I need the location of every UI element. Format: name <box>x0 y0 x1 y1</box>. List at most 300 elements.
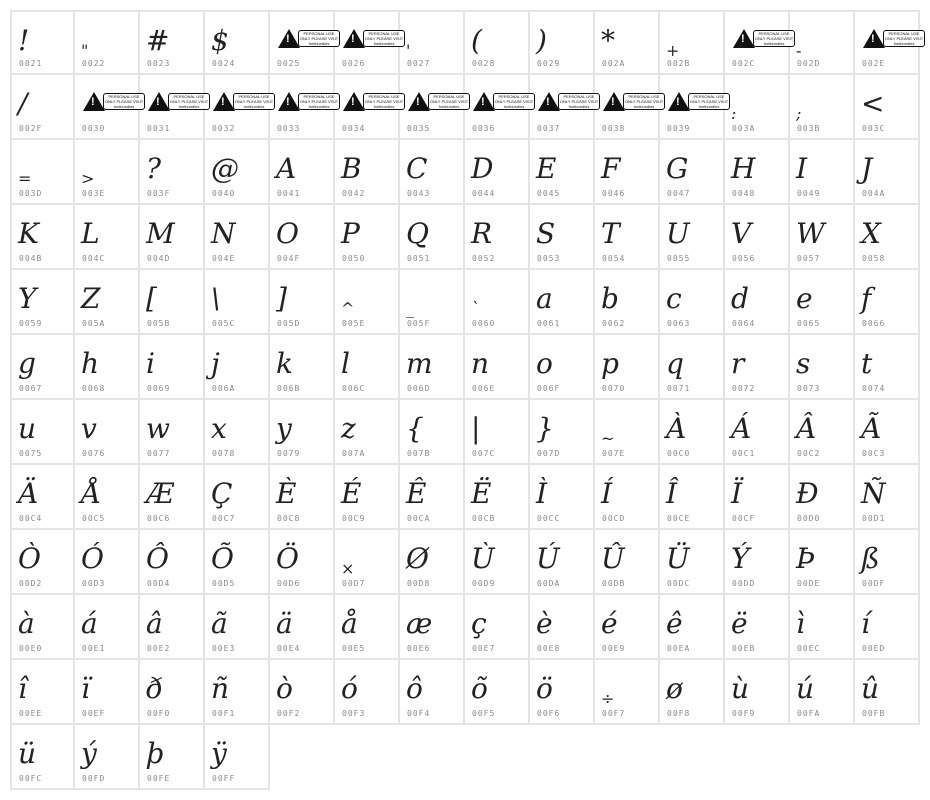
glyph: ý <box>81 737 97 770</box>
glyph: D <box>471 152 494 185</box>
glyph: Ñ <box>861 477 886 510</box>
badge-text: PERSONAL USE ONLY PLEASE VISIT fontbundles <box>364 93 404 109</box>
codepoint-label: 00ED <box>862 644 886 653</box>
glyph-cell-004f <box>270 205 335 270</box>
warning-triangle-icon <box>343 92 365 111</box>
codepoint-label: 00E4 <box>277 644 301 653</box>
codepoint-label: 0037 <box>537 124 561 133</box>
glyph-cell-00c0 <box>660 400 725 465</box>
glyph-cell-00f1 <box>205 660 270 725</box>
glyph-cell-0056 <box>725 205 790 270</box>
glyph: ß <box>861 542 880 575</box>
glyph: k <box>276 347 293 380</box>
glyph: S <box>536 217 556 250</box>
codepoint-label: 003B <box>797 124 821 133</box>
glyph-cell-002a <box>595 10 660 75</box>
codepoint-label: 00C6 <box>147 514 171 523</box>
glyph: ú <box>796 672 815 705</box>
glyph: / <box>18 87 28 120</box>
codepoint-label: 0046 <box>602 189 626 198</box>
glyph: ; <box>796 104 802 123</box>
glyph-cell-004e <box>205 205 270 270</box>
badge-text: PERSONAL USE ONLY PLEASE VISIT fontbundles <box>559 93 599 109</box>
codepoint-label: 0052 <box>472 254 496 263</box>
glyph: A <box>276 152 297 185</box>
glyph: ( <box>471 24 482 57</box>
codepoint-label: 00EB <box>732 644 756 653</box>
codepoint-label: 0039 <box>667 124 691 133</box>
codepoint-label: 0072 <box>732 384 756 393</box>
glyph-cell-002d <box>790 10 855 75</box>
glyph-cell-0054 <box>595 205 660 270</box>
glyph: o <box>536 347 553 380</box>
glyph-cell-00f2 <box>270 660 335 725</box>
glyph: N <box>211 217 236 250</box>
codepoint-label: 003D <box>19 189 43 198</box>
glyph-cell-005a <box>75 270 140 335</box>
glyph: b <box>601 282 619 315</box>
warning-triangle-icon <box>278 92 300 111</box>
glyph-cell-0053 <box>530 205 595 270</box>
glyph: å <box>341 607 358 640</box>
glyph-cell-0023 <box>140 10 205 75</box>
glyph: E <box>536 152 557 185</box>
glyph-cell-003b <box>790 75 855 140</box>
glyph: à <box>18 607 35 640</box>
glyph-cell-0057 <box>790 205 855 270</box>
glyph-cell-0074 <box>855 335 920 400</box>
glyph: Ð <box>796 477 819 510</box>
codepoint-label: 00FF <box>212 774 236 783</box>
warning-badge-icon <box>278 28 340 48</box>
glyph-cell-0040 <box>205 140 270 205</box>
glyph-cell-00ec <box>790 595 855 660</box>
codepoint-label: 006C <box>342 384 366 393</box>
glyph-cell-00d2 <box>10 530 75 595</box>
codepoint-label: 00DE <box>797 579 821 588</box>
glyph: } <box>536 412 554 445</box>
glyph: ñ <box>211 672 230 705</box>
warning-triangle-icon <box>408 92 430 111</box>
glyph-cell-003f <box>140 140 205 205</box>
glyph: J <box>861 152 873 185</box>
codepoint-label: 00FE <box>147 774 171 783</box>
glyph-cell-0028 <box>465 10 530 75</box>
codepoint-label: 00CC <box>537 514 561 523</box>
glyph-cell-00fe <box>140 725 205 790</box>
glyph-cell-00d9 <box>465 530 530 595</box>
glyph: ò <box>276 672 293 705</box>
codepoint-label: 00CD <box>602 514 626 523</box>
codepoint-label: 00EC <box>797 644 821 653</box>
badge-text: PERSONAL USE ONLY PLEASE VISIT fontbundles <box>429 93 469 109</box>
codepoint-label: 00DD <box>732 579 756 588</box>
codepoint-label: 0026 <box>342 59 366 68</box>
glyph: Ô <box>146 542 169 575</box>
glyph: B <box>341 152 362 185</box>
glyph: Õ <box>211 542 234 575</box>
warning-badge-icon <box>538 91 600 111</box>
codepoint-label: 00E7 <box>472 644 496 653</box>
codepoint-label: 00F7 <box>602 709 626 718</box>
glyph-cell-0022 <box>75 10 140 75</box>
glyph-cell-00da <box>530 530 595 595</box>
glyph-cell-00c4 <box>10 465 75 530</box>
badge-text: PERSONAL USE ONLY PLEASE VISIT fontbundles <box>494 93 534 109</box>
glyph-cell-00d4 <box>140 530 205 595</box>
glyph-cell-0041 <box>270 140 335 205</box>
codepoint-label: 00D5 <box>212 579 236 588</box>
codepoint-label: 0057 <box>797 254 821 263</box>
glyph-cell-0032 <box>205 75 274 140</box>
glyph-cell-00fd <box>75 725 140 790</box>
glyph: > <box>81 169 95 188</box>
glyph: Ú <box>536 542 560 575</box>
codepoint-label: 0077 <box>147 449 171 458</box>
glyph: G <box>666 152 689 185</box>
glyph: w <box>146 412 170 445</box>
warning-triangle-icon <box>863 29 885 48</box>
warning-badge-icon <box>343 91 405 111</box>
glyph: Ë <box>471 477 492 510</box>
codepoint-label: 0074 <box>862 384 886 393</box>
glyph: Ø <box>406 542 429 575</box>
codepoint-label: 002F <box>19 124 43 133</box>
warning-triangle-icon <box>668 92 690 111</box>
codepoint-label: 00F9 <box>732 709 756 718</box>
glyph: ÷ <box>601 689 615 708</box>
glyph: Ä <box>18 477 39 510</box>
codepoint-label: 00C8 <box>277 514 301 523</box>
glyph: ô <box>406 672 423 705</box>
glyph-cell-00cb <box>465 465 530 530</box>
glyph: m <box>406 347 433 380</box>
glyph: ~ <box>601 429 615 448</box>
codepoint-label: 00D7 <box>342 579 366 588</box>
codepoint-label: 00CE <box>667 514 691 523</box>
glyph: i <box>146 347 155 380</box>
glyph: e <box>796 282 813 315</box>
codepoint-label: 00D1 <box>862 514 886 523</box>
glyph-cell-00fa <box>790 660 855 725</box>
glyph: C <box>406 152 428 185</box>
glyph: ì <box>796 607 805 640</box>
codepoint-label: 004E <box>212 254 236 263</box>
glyph-cell-00c6 <box>140 465 205 530</box>
codepoint-label: 006F <box>537 384 561 393</box>
codepoint-label: 00C7 <box>212 514 236 523</box>
glyph: + <box>666 41 680 60</box>
glyph: t <box>861 347 873 380</box>
glyph-cell-00e3 <box>205 595 270 660</box>
glyph: Û <box>601 542 625 575</box>
codepoint-label: 00C4 <box>19 514 43 523</box>
glyph-cell-0037 <box>530 75 599 140</box>
glyph-cell-007a <box>335 400 400 465</box>
codepoint-label: 00DA <box>537 579 561 588</box>
glyph-cell-00d5 <box>205 530 270 595</box>
glyph: c <box>666 282 682 315</box>
codepoint-label: 00E0 <box>19 644 43 653</box>
glyph-cell-00f5 <box>465 660 530 725</box>
codepoint-label: 00FB <box>862 709 886 718</box>
codepoint-label: 004C <box>82 254 106 263</box>
glyph-cell-0079 <box>270 400 335 465</box>
glyph: x <box>211 412 227 445</box>
glyph: * <box>601 24 615 57</box>
glyph-cell-00ca <box>400 465 465 530</box>
codepoint-label: 007E <box>602 449 626 458</box>
glyph: ' <box>406 41 411 60</box>
codepoint-label: 00D0 <box>797 514 821 523</box>
glyph-cell-0061 <box>530 270 595 335</box>
glyph-cell-0055 <box>660 205 725 270</box>
glyph-cell-007c <box>465 400 530 465</box>
codepoint-label: 00E2 <box>147 644 171 653</box>
glyph: _ <box>406 299 414 318</box>
codepoint-label: 005F <box>407 319 431 328</box>
glyph-cell-003d <box>10 140 75 205</box>
glyph: l <box>341 347 350 380</box>
glyph: p <box>601 347 619 380</box>
glyph-cell-0069 <box>140 335 205 400</box>
glyph-cell-00cf <box>725 465 790 530</box>
glyph-cell-00ea <box>660 595 725 660</box>
codepoint-label: 00D8 <box>407 579 431 588</box>
glyph: \ <box>211 282 221 315</box>
glyph: r <box>731 347 745 380</box>
glyph: ? <box>146 152 162 185</box>
warning-badge-icon <box>863 28 925 48</box>
codepoint-label: 00DF <box>862 579 886 588</box>
glyph-cell-0077 <box>140 400 205 465</box>
glyph-cell-0044 <box>465 140 530 205</box>
codepoint-label: 003C <box>862 124 886 133</box>
codepoint-label: 003A <box>732 124 756 133</box>
codepoint-label: 0040 <box>212 189 236 198</box>
glyph: Á <box>731 412 752 445</box>
codepoint-label: 002C <box>732 59 756 68</box>
glyph-cell-002b <box>660 10 725 75</box>
badge-text: PERSONAL USE ONLY PLEASE VISIT fontbundles <box>169 93 209 109</box>
badge-text: PERSONAL USE ONLY PLEASE VISIT fontbundles <box>234 93 274 109</box>
glyph: Þ <box>796 542 815 575</box>
codepoint-label: 0067 <box>19 384 43 393</box>
glyph-cell-00dc <box>660 530 725 595</box>
glyph: d <box>731 282 749 315</box>
warning-triangle-icon <box>343 29 365 48</box>
glyph-cell-00d1 <box>855 465 920 530</box>
warning-triangle-icon <box>603 92 625 111</box>
glyph-cell-0068 <box>75 335 140 400</box>
glyph-cell-006f <box>530 335 595 400</box>
glyph: Ç <box>211 477 233 510</box>
glyph-cell-002e <box>855 10 924 75</box>
codepoint-label: 006E <box>472 384 496 393</box>
glyph: è <box>536 607 553 640</box>
glyph-cell-0034 <box>335 75 404 140</box>
glyph: s <box>796 347 811 380</box>
glyph: K <box>18 217 39 250</box>
glyph-cell-004d <box>140 205 205 270</box>
codepoint-label: 002A <box>602 59 626 68</box>
codepoint-label: 00F6 <box>537 709 561 718</box>
glyph: L <box>81 217 100 250</box>
glyph: { <box>406 412 424 445</box>
glyph: á <box>81 607 98 640</box>
glyph-cell-0024 <box>205 10 270 75</box>
codepoint-label: 0073 <box>797 384 821 393</box>
glyph: h <box>81 347 100 380</box>
codepoint-label: 00E5 <box>342 644 366 653</box>
glyph: " <box>81 41 89 60</box>
glyph-cell-00ef <box>75 660 140 725</box>
glyph: ù <box>731 672 750 705</box>
glyph-cell-00ee <box>10 660 75 725</box>
glyph: ã <box>211 607 228 640</box>
glyph: M <box>146 217 175 250</box>
glyph-cell-00ff <box>205 725 270 790</box>
glyph: õ <box>471 672 488 705</box>
codepoint-label: 0030 <box>82 124 106 133</box>
codepoint-label: 0032 <box>212 124 236 133</box>
glyph: Ì <box>536 477 548 510</box>
codepoint-label: 0029 <box>537 59 561 68</box>
codepoint-label: 0066 <box>862 319 886 328</box>
codepoint-label: 00DC <box>667 579 691 588</box>
glyph-cell-0042 <box>335 140 400 205</box>
codepoint-label: 00D4 <box>147 579 171 588</box>
glyph: Ó <box>81 542 104 575</box>
badge-text: PERSONAL USE ONLY PLEASE VISIT fontbundles <box>104 93 144 109</box>
codepoint-label: 00E8 <box>537 644 561 653</box>
codepoint-label: 007C <box>472 449 496 458</box>
codepoint-label: 0021 <box>19 59 43 68</box>
glyph: X <box>861 217 881 250</box>
codepoint-label: 0035 <box>407 124 431 133</box>
codepoint-label: 0036 <box>472 124 496 133</box>
codepoint-label: 0075 <box>19 449 43 458</box>
codepoint-label: 00D2 <box>19 579 43 588</box>
glyph: V <box>731 217 752 250</box>
glyph: Ã <box>861 412 882 445</box>
glyph-cell-005b <box>140 270 205 335</box>
codepoint-label: 005C <box>212 319 236 328</box>
codepoint-label: 0065 <box>797 319 821 328</box>
glyph: ê <box>666 607 683 640</box>
glyph-cell-006e <box>465 335 530 400</box>
glyph: [ <box>146 282 157 315</box>
glyph-cell-0031 <box>140 75 209 140</box>
codepoint-label: 00C9 <box>342 514 366 523</box>
codepoint-label: 0063 <box>667 319 691 328</box>
glyph: þ <box>146 737 164 770</box>
glyph: Â <box>796 412 817 445</box>
glyph: ) <box>536 24 547 57</box>
glyph: Q <box>406 217 429 250</box>
glyph: æ <box>406 607 433 640</box>
warning-triangle-icon <box>213 92 235 111</box>
codepoint-label: 00EA <box>667 644 691 653</box>
glyph-cell-0062 <box>595 270 660 335</box>
codepoint-label: 0078 <box>212 449 236 458</box>
glyph-cell-00f7 <box>595 660 660 725</box>
codepoint-label: 00F4 <box>407 709 431 718</box>
codepoint-label: 00C0 <box>667 449 691 458</box>
glyph: î <box>18 672 27 705</box>
glyph-cell-00f3 <box>335 660 400 725</box>
glyph-cell-007e <box>595 400 660 465</box>
codepoint-label: 0054 <box>602 254 626 263</box>
codepoint-label: 00CB <box>472 514 496 523</box>
glyph-cell-00fc <box>10 725 75 790</box>
glyph: ^ <box>341 299 355 318</box>
glyph: À <box>666 412 687 445</box>
codepoint-label: 0033 <box>277 124 301 133</box>
glyph: ë <box>731 607 748 640</box>
codepoint-label: 0061 <box>537 319 561 328</box>
glyph-cell-0075 <box>10 400 75 465</box>
warning-badge-icon <box>668 91 730 111</box>
codepoint-label: 00D6 <box>277 579 301 588</box>
codepoint-label: 0062 <box>602 319 626 328</box>
glyph: ï <box>81 672 90 705</box>
warning-triangle-icon <box>278 29 300 48</box>
codepoint-label: 0041 <box>277 189 301 198</box>
glyph-cell-00eb <box>725 595 790 660</box>
glyph-cell-00d8 <box>400 530 465 595</box>
codepoint-label: 006D <box>407 384 431 393</box>
glyph-cell-00e9 <box>595 595 660 660</box>
glyph: a <box>536 282 553 315</box>
glyph: Z <box>81 282 101 315</box>
glyph: $ <box>211 24 229 57</box>
codepoint-label: 0024 <box>212 59 236 68</box>
glyph: É <box>341 477 362 510</box>
glyph: È <box>276 477 297 510</box>
glyph: n <box>471 347 490 380</box>
glyph-cell-003e <box>75 140 140 205</box>
glyph-cell-0051 <box>400 205 465 270</box>
codepoint-label: 00E3 <box>212 644 236 653</box>
codepoint-label: 00F3 <box>342 709 366 718</box>
glyph-cell-00d0 <box>790 465 855 530</box>
codepoint-label: 00FA <box>797 709 821 718</box>
glyph-cell-0035 <box>400 75 469 140</box>
glyph-cell-007d <box>530 400 595 465</box>
glyph: F <box>601 152 621 185</box>
glyph-cell-00dd <box>725 530 790 595</box>
codepoint-label: 00E9 <box>602 644 626 653</box>
glyph: Ï <box>731 477 743 510</box>
glyph-cell-006a <box>205 335 270 400</box>
glyph: û <box>861 672 880 705</box>
codepoint-label: 006A <box>212 384 236 393</box>
codepoint-label: 004B <box>19 254 43 263</box>
codepoint-label: 002D <box>797 59 821 68</box>
warning-triangle-icon <box>473 92 495 111</box>
glyph-cell-0052 <box>465 205 530 270</box>
glyph-cell-005d <box>270 270 335 335</box>
codepoint-label: 0070 <box>602 384 626 393</box>
glyph-cell-00c9 <box>335 465 400 530</box>
glyph-cell-0073 <box>790 335 855 400</box>
glyph-cell-00f6 <box>530 660 595 725</box>
glyph-cell-0036 <box>465 75 534 140</box>
glyph: Å <box>81 477 102 510</box>
codepoint-label: 0049 <box>797 189 821 198</box>
warning-badge-icon <box>343 28 405 48</box>
